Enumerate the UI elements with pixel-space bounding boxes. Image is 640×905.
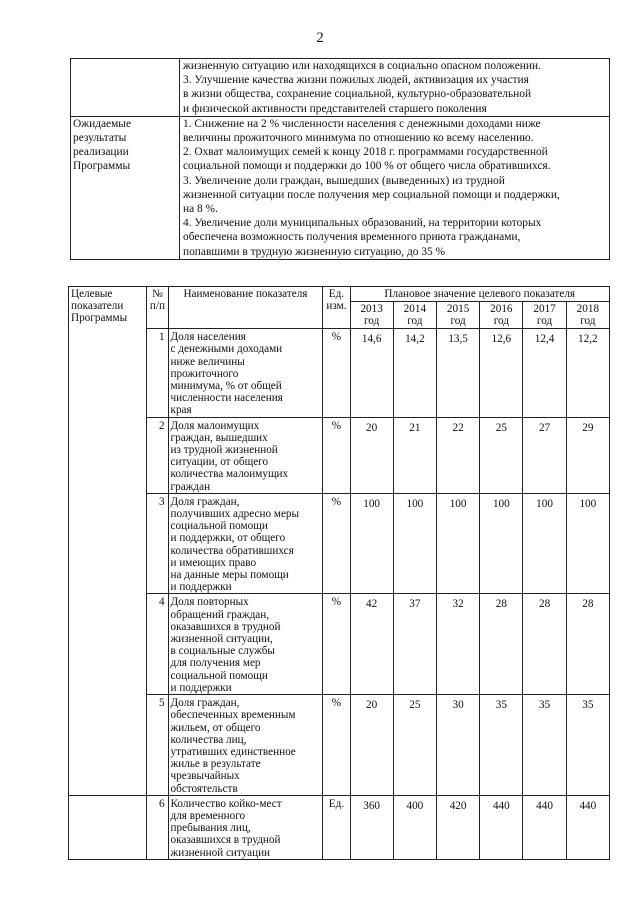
year-header-line: 2015	[446, 303, 470, 316]
text-line: величины прожиточного минимума по отношению ко всему населению.	[183, 132, 534, 145]
value-cell: 20	[350, 417, 393, 493]
label-line: Ожидаемые	[73, 117, 132, 130]
year-header	[480, 302, 523, 329]
expected-results-text	[180, 116, 610, 259]
row-number: 4	[147, 594, 168, 695]
indicator-name-line: с денежными доходами	[170, 343, 283, 356]
value-cell: 35	[523, 695, 566, 796]
indicator-name-line: Доля граждан,	[170, 697, 240, 710]
value-cell: 28	[523, 594, 566, 695]
indicator-name-line: для получения мер	[170, 657, 261, 670]
year-header-line: 2017	[533, 303, 556, 316]
label-line: Программы	[71, 312, 128, 324]
value-cell: 29	[566, 417, 609, 493]
value-cell: 440	[566, 795, 609, 859]
year-header	[566, 302, 609, 329]
num-header	[147, 287, 168, 329]
text-line: попавшими в трудную жизненную ситуацию, до 35 %	[183, 245, 446, 258]
year-header-line: год	[493, 315, 509, 328]
value-cell: 42	[350, 594, 393, 695]
continuation-label-cell	[71, 59, 180, 117]
value-cell: 27	[523, 417, 566, 493]
indicator-name-line: пребывания лиц,	[170, 822, 251, 835]
indicator-row	[69, 695, 610, 796]
indicator-name-line: жизненной ситуации,	[170, 633, 273, 646]
indicator-name-line: на данные меры помощи	[170, 569, 289, 582]
text-line: 4. Увеличение доли муниципальных образований, на территории которых	[183, 217, 542, 230]
indicator-name-line: граждан	[170, 480, 211, 493]
value-cell: 21	[393, 417, 436, 493]
value-cell: 25	[393, 695, 436, 796]
indicator-name-line: и поддержки	[170, 581, 232, 594]
section-label-empty	[69, 795, 147, 859]
text-line: в жизни общества, сохранение социальной, культурно-образовательной	[183, 88, 532, 101]
value-cell: 12,4	[523, 329, 566, 417]
year-header-line: год	[450, 315, 466, 328]
indicator-name-line: количества обратившихся	[170, 544, 294, 557]
indicator-row	[69, 329, 610, 417]
value-cell: 100	[566, 493, 609, 594]
indicator-name-line: ситуации, от общего	[170, 456, 269, 469]
indicator-row	[69, 795, 610, 859]
indicator-name-line: социальной помощи	[170, 520, 268, 533]
expected-results-table	[70, 58, 610, 260]
text-line: 1. Снижение на 2 % численности населения с денежными доходами ниже	[183, 117, 541, 130]
expected-results-label	[71, 116, 180, 259]
header-row	[69, 287, 610, 302]
indicator-name-line: Доля населения	[170, 331, 246, 344]
continuation-row	[71, 59, 610, 117]
indicator-name-line: оказавшихся в трудной	[170, 620, 281, 633]
indicator-name	[168, 493, 323, 594]
name-header: Наименование показателя	[168, 287, 323, 329]
year-header	[523, 302, 566, 329]
indicator-name	[168, 329, 323, 417]
year-header-line: год	[536, 315, 553, 328]
indicator-name-line: граждан, вышедших	[170, 431, 268, 444]
year-header-line: 2018	[576, 303, 600, 316]
text-line: 3. Улучшение качества жизни пожилых людей, активизация их участия	[183, 74, 529, 87]
text-line: на 8 %.	[183, 203, 218, 216]
text-line: обеспечена возможность получения временного приюта гражданами,	[183, 231, 521, 244]
unit-header	[323, 287, 350, 329]
indicator-name-line: обращений граждан,	[170, 608, 270, 621]
label-line: реализации	[73, 146, 129, 159]
indicator-name	[168, 594, 323, 695]
row-number: 2	[147, 417, 168, 493]
value-cell: 28	[480, 594, 523, 695]
indicator-name-line: для временного	[170, 809, 246, 822]
indicator-row	[69, 493, 610, 594]
value-cell: 35	[480, 695, 523, 796]
unit-cell: %	[323, 594, 350, 695]
indicator-name-line: чрезвычайных	[170, 770, 240, 783]
unit-cell: %	[323, 329, 350, 417]
value-cell: 420	[436, 795, 479, 859]
value-cell: 37	[393, 594, 436, 695]
indicator-row	[69, 417, 610, 493]
indicator-name-line: Доля граждан,	[170, 495, 240, 508]
row-number: 6	[147, 795, 168, 859]
value-cell: 12,2	[566, 329, 609, 417]
indicator-name-line: прожиточного	[170, 367, 239, 380]
section-label	[69, 287, 147, 796]
value-cell: 32	[436, 594, 479, 695]
value-cell: 20	[350, 695, 393, 796]
value-cell: 14,6	[350, 329, 393, 417]
indicator-name-line: обстоятельств	[170, 782, 238, 795]
expected-results-row	[71, 116, 610, 259]
indicator-name-line: Доля повторных	[170, 596, 249, 609]
target-indicators-table	[68, 286, 610, 860]
label-line: результаты	[73, 132, 127, 145]
indicator-name	[168, 695, 323, 796]
value-cell: 400	[393, 795, 436, 859]
value-cell: 100	[350, 493, 393, 594]
unit-cell: Ед.	[323, 795, 350, 859]
row-number: 3	[147, 493, 168, 594]
unit-cell: %	[323, 493, 350, 594]
year-header	[393, 302, 436, 329]
indicator-name	[168, 795, 323, 859]
indicator-name-line: социальной помощи	[170, 669, 268, 682]
indicator-name-line: минимума, % от общей	[170, 380, 282, 393]
value-cell: 22	[436, 417, 479, 493]
page-number: 2	[316, 30, 324, 46]
value-cell: 360	[350, 795, 393, 859]
continuation-text-cell	[180, 59, 610, 117]
text-line: и физической активности представителей старшего поколения	[183, 102, 487, 115]
year-header	[436, 302, 479, 329]
label-line: Целевые	[71, 288, 113, 300]
value-cell: 100	[480, 493, 523, 594]
text-line: жизненную ситуацию или находящихся в социально опасном положении.	[183, 60, 541, 72]
year-header-line: год	[580, 315, 596, 328]
indicator-name-line: жилье в результате	[170, 758, 261, 771]
num-header-line: №	[152, 288, 163, 300]
unit-cell: %	[323, 695, 350, 796]
value-cell: 30	[436, 695, 479, 796]
indicator-name-line: количества малоимущих	[170, 468, 289, 481]
value-cell: 440	[523, 795, 566, 859]
row-number: 1	[147, 329, 168, 417]
indicator-name-line: края	[170, 404, 192, 417]
num-header-line: п/п	[149, 300, 166, 313]
unit-header-line: Ед.	[328, 288, 345, 300]
value-cell: 100	[523, 493, 566, 594]
year-header-line: 2014	[403, 303, 427, 316]
text-line: 3. Увеличение доли граждан, вышедших (выведенных) из трудной	[183, 174, 505, 187]
value-cell: 440	[480, 795, 523, 859]
value-cell: 14,2	[393, 329, 436, 417]
indicator-name-line: и поддержки	[170, 681, 232, 694]
year-header-line: 2016	[490, 303, 513, 316]
plan-header: Плановое значение целевого показателя	[350, 287, 609, 302]
indicator-name-line: ниже величины	[170, 355, 245, 368]
indicator-name-line: Доля малоимущих	[170, 419, 260, 432]
indicator-name	[168, 417, 323, 493]
indicator-name-line: в социальные службы	[170, 645, 275, 658]
text-line: социальной помощи и поддержки до 100 % от общего числа обратившихся.	[183, 160, 551, 173]
text-line: жизненной ситуации после получения мер социальной помощи и поддержки,	[183, 188, 560, 201]
value-cell: 35	[566, 695, 609, 796]
year-header-line: год	[363, 315, 380, 328]
indicator-name-line: численности населения	[170, 392, 283, 405]
label-line: показатели	[71, 300, 124, 312]
indicator-name-line: жизненной ситуации	[170, 846, 271, 859]
indicator-name-line: оказавшихся в трудной	[170, 834, 281, 847]
year-header-line: 2013	[360, 303, 383, 316]
unit-cell: %	[323, 417, 350, 493]
year-header-line: год	[407, 315, 423, 328]
value-cell: 28	[566, 594, 609, 695]
indicator-name-line: и имеющих право	[170, 556, 257, 569]
indicator-name-line: получивших адресно меры	[170, 508, 300, 521]
value-cell: 100	[393, 493, 436, 594]
unit-header-line: изм.	[326, 300, 347, 313]
indicator-name-line: из трудной жизненной	[170, 444, 278, 457]
value-cell: 13,5	[436, 329, 479, 417]
value-cell: 100	[436, 493, 479, 594]
indicator-name-line: и поддержки, от общего	[170, 532, 286, 545]
value-cell: 25	[480, 417, 523, 493]
text-line: 2. Охват малоимущих семей к концу 2018 г. программами государственной	[183, 146, 548, 159]
value-cell: 12,6	[480, 329, 523, 417]
row-number: 5	[147, 695, 168, 796]
indicator-name-line: жильем, от общего	[170, 721, 261, 734]
indicator-name-line: обеспеченных временным	[170, 709, 296, 722]
year-header	[350, 302, 393, 329]
indicator-name-line: утративших единственное	[170, 745, 296, 758]
indicator-row	[69, 594, 610, 695]
label-line: Программы	[73, 160, 131, 173]
indicator-name-line: количества лиц,	[170, 733, 247, 746]
indicator-name-line: Количество койко-мест	[170, 797, 282, 810]
